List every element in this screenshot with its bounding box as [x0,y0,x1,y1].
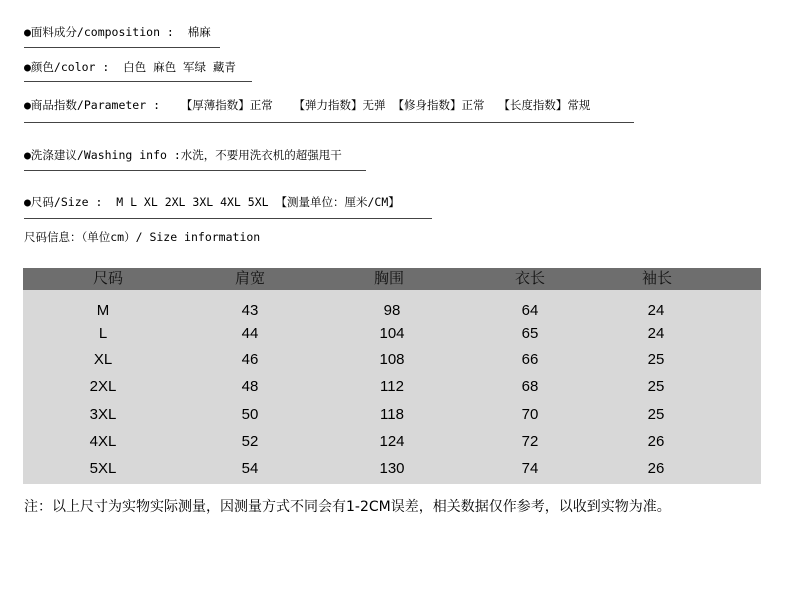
cell-shoulder: 54 [241,460,259,477]
composition-divider [24,47,220,48]
parameter-line: ●商品指数/Parameter : 【厚薄指数】正常 【弹力指数】无弹 【修身指数】正常 【长度指数】常规 [24,98,591,112]
cell-length: 72 [521,433,539,450]
composition-line: ●面料成分/composition : 棉麻 [24,25,211,39]
cell-sleeve: 24 [647,302,665,319]
cell-length: 74 [521,460,539,477]
parameter-divider [24,122,634,123]
header-shoulder: 肩宽 [234,270,266,287]
cell-shoulder: 48 [241,378,259,395]
size-table-header [23,268,761,290]
size-info-caption: 尺码信息：（单位cm）/ Size information [24,230,261,244]
cell-length: 66 [521,351,539,368]
cell-sleeve: 26 [647,460,665,477]
cell-size: M [96,302,110,319]
cell-chest: 118 [380,406,404,423]
cell-chest: 130 [379,460,405,477]
washing-divider [24,170,366,171]
cell-length: 64 [521,302,539,319]
cell-chest: 112 [380,378,404,395]
cell-sleeve: 26 [647,433,665,450]
measurement-note: 注：以上尺寸为实物实际测量，因测量方式不同会有1-2CM误差，相关数据仅作参考，以收到实物为准。 [24,499,671,515]
cell-sleeve: 25 [647,406,665,423]
header-length: 衣长 [514,270,546,287]
cell-shoulder: 46 [241,351,259,368]
cell-chest: 108 [379,351,405,368]
cell-length: 65 [521,325,539,342]
cell-size: 3XL [89,406,117,423]
cell-size: 2XL [89,378,117,395]
color-divider [24,81,252,82]
cell-size: 4XL [89,433,117,450]
cell-sleeve: 25 [647,378,665,395]
cell-chest: 124 [379,433,405,450]
header-chest: 胸围 [373,270,405,287]
size-line: ●尺码/Size : M L XL 2XL 3XL 4XL 5XL 【测量单位：厘米/CM】 [24,195,400,209]
cell-shoulder: 43 [241,302,259,319]
header-size: 尺码 [92,270,124,287]
cell-length: 70 [521,406,539,423]
cell-sleeve: 24 [647,325,665,342]
cell-shoulder: 50 [241,406,259,423]
cell-size: XL [93,351,113,368]
color-line: ●颜色/color : 白色 麻色 军绿 藏青 [24,60,236,74]
cell-size: 5XL [89,460,117,477]
cell-shoulder: 44 [241,325,259,342]
cell-length: 68 [521,378,539,395]
cell-chest: 104 [379,325,405,342]
cell-sleeve: 25 [647,351,665,368]
washing-line: ●洗涤建议/Washing info :水洗，不要用洗衣机的超强甩干 [24,148,342,162]
header-sleeve: 袖长 [641,270,673,287]
size-table [23,268,761,484]
cell-shoulder: 52 [241,433,259,450]
size-divider [24,218,432,219]
cell-size: L [98,325,108,342]
cell-chest: 98 [383,302,401,319]
